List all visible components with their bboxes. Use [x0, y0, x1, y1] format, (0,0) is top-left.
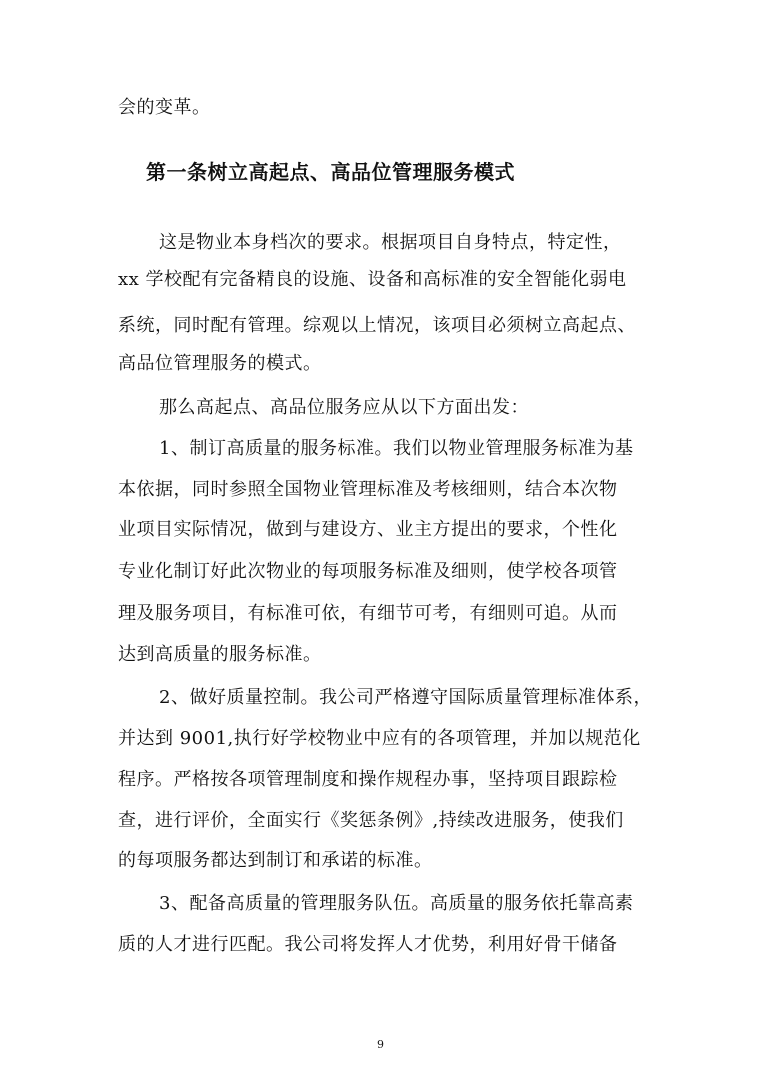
paragraph-line: 1、制订高质量的服务标准。我们以物业管理服务标准为基 [159, 438, 634, 459]
section-heading: 第一条树立高起点、高品位管理服务模式 [146, 160, 515, 184]
paragraph-line: 业项目实际情况，做到与建设方、业主方提出的要求，个性化 [118, 519, 618, 540]
paragraph-line: 理及服务项目，有标准可依，有细节可考，有细则可追。从而 [118, 603, 618, 624]
paragraph-line: 3、配备高质量的管理服务队伍。高质量的服务依托靠高素 [159, 893, 634, 914]
paragraph-line: 系统，同时配有管理。综观以上情况，该项目必须树立高起点、 [118, 315, 636, 336]
paragraph-line: 会的变革。 [118, 97, 211, 118]
paragraph-line: 并达到 9001,执行好学校物业中应有的各项管理，并加以规范化 [118, 728, 641, 749]
paragraph-line: 本依据，同时参照全国物业管理标准及考核细则，结合本次物 [118, 479, 618, 500]
paragraph-line: 这是物业本身档次的要求。根据项目自身特点，特定性， [159, 232, 622, 253]
paragraph-line: 程序。严格按各项管理制度和操作规程办事，坚持项目跟踪检 [118, 769, 618, 790]
paragraph-line: 查，进行评价，全面实行《奖惩条例》,持续改进服务，使我们 [118, 810, 624, 831]
paragraph-line: 的每项服务都达到制订和承诺的标准。 [118, 850, 433, 871]
page-number: 9 [377, 1038, 384, 1051]
paragraph-line: 那么高起点、高品位服务应从以下方面出发： [159, 397, 529, 418]
paragraph-line: xx 学校配有完备精良的设施、设备和高标准的安全智能化弱电 [118, 269, 627, 290]
paragraph-line: 质的人才进行匹配。我公司将发挥人才优势，利用好骨干储备 [118, 934, 618, 955]
paragraph-line: 专业化制订好此次物业的每项服务标准及细则，使学校各项管 [118, 561, 618, 582]
paragraph-line: 高品位管理服务的模式。 [118, 353, 322, 374]
paragraph-line: 达到高质量的服务标准。 [118, 644, 322, 665]
paragraph-line: 2、做好质量控制。我公司严格遵守国际质量管理标准体系， [159, 687, 652, 708]
